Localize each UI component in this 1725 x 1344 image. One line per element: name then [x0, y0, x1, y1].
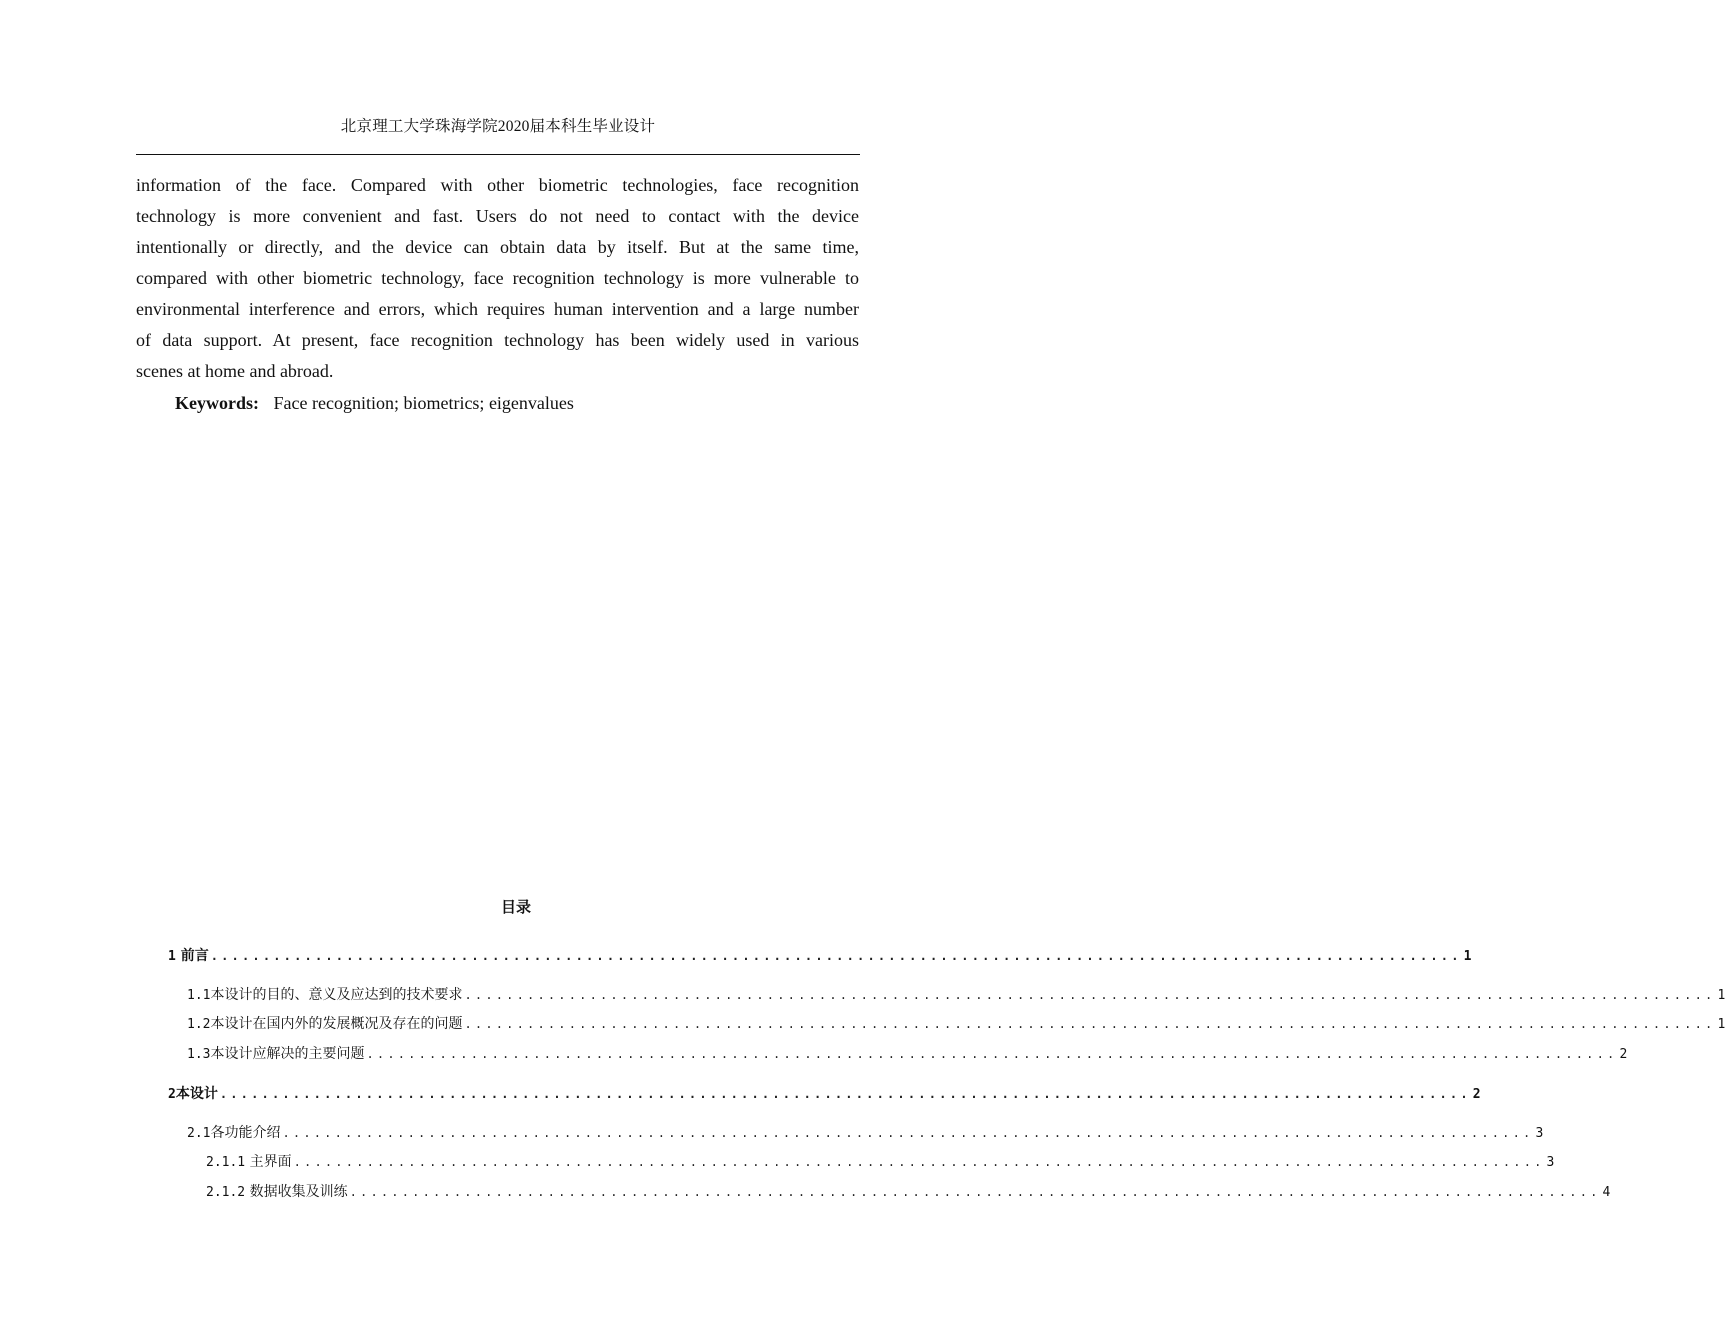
toc-leader-dots: ........................................................................................................................: [349, 1185, 1601, 1199]
abstract-line: scenes at home and abroad.: [136, 361, 334, 381]
toc-leader-dots: ........................................................................................................................: [366, 1047, 1618, 1061]
abstract-line: of data support. At present, face recognition technology has been widely used in various: [136, 330, 859, 350]
toc-entry[interactable]: [187, 1043, 1628, 1065]
toc-entry-page: 2: [1472, 1087, 1481, 1102]
toc-leader-dots: ........................................................................................................................: [464, 988, 1716, 1002]
toc-entry-page: 3: [1546, 1155, 1555, 1170]
toc-entry-label: 2.1各功能介绍: [187, 1125, 281, 1141]
toc-leader-dots: ........................................................................................................................: [464, 1017, 1716, 1031]
abstract-line: compared with other biometric technology, face recognition technology is more vulnerable to: [136, 268, 859, 288]
keywords-text: Face recognition; biometrics; eigenvalues: [273, 393, 574, 413]
toc-entry-label: 1.3本设计应解决的主要问题: [187, 1046, 365, 1062]
toc-entry-page: 1: [1717, 988, 1725, 1003]
abstract-line: information of the face. Compared with other biometric technologies, face recognition: [136, 175, 859, 195]
toc-leader-dots: ........................................................................................................................: [293, 1155, 1545, 1169]
toc-entry-page: 2: [1619, 1047, 1628, 1062]
toc-entry[interactable]: [168, 1083, 1481, 1105]
toc-leader-dots: ........................................................................................................................: [282, 1126, 1534, 1140]
toc-leader-dots: ........................................................................................................................: [210, 949, 1462, 963]
toc-entry-label: 2.1.1 主界面: [206, 1154, 292, 1170]
toc-title: 目录: [500, 898, 531, 916]
toc-entry-page: 1: [1463, 949, 1472, 964]
abstract-line: technology is more convenient and fast. Users do not need to contact with the device: [136, 206, 859, 226]
toc-entry-page: 3: [1535, 1126, 1544, 1141]
toc-entry[interactable]: [187, 984, 1725, 1006]
toc-entry[interactable]: [187, 1013, 1725, 1035]
toc-entry-label: 2本设计: [168, 1086, 218, 1102]
header-divider: [136, 154, 860, 155]
toc-entry[interactable]: [187, 1122, 1544, 1144]
page-header-title: 北京理工大学珠海学院2020届本科生毕业设计: [340, 118, 656, 135]
abstract-line: intentionally or directly, and the device can obtain data by itself. But at the same time,: [136, 237, 859, 257]
abstract-line: environmental interference and errors, which requires human intervention and a large number: [136, 299, 859, 319]
toc-entry[interactable]: [168, 945, 1472, 967]
abstract-paragraph: [136, 170, 859, 387]
toc-leader-dots: ........................................................................................................................: [219, 1087, 1471, 1101]
toc-entry[interactable]: [206, 1151, 1555, 1173]
toc-entry[interactable]: [206, 1181, 1611, 1203]
keywords-label: Keywords:: [175, 393, 259, 413]
toc-entry-page: 1: [1717, 1017, 1725, 1032]
toc-entry-label: 1.2本设计在国内外的发展概况及存在的问题: [187, 1016, 463, 1032]
toc-entry-label: 2.1.2 数据收集及训练: [206, 1184, 348, 1200]
keywords-line: [175, 388, 574, 419]
toc-entry-label: 1 前言: [168, 948, 209, 964]
toc-entry-page: 4: [1602, 1185, 1611, 1200]
toc-entry-label: 1.1本设计的目的、意义及应达到的技术要求: [187, 987, 463, 1003]
